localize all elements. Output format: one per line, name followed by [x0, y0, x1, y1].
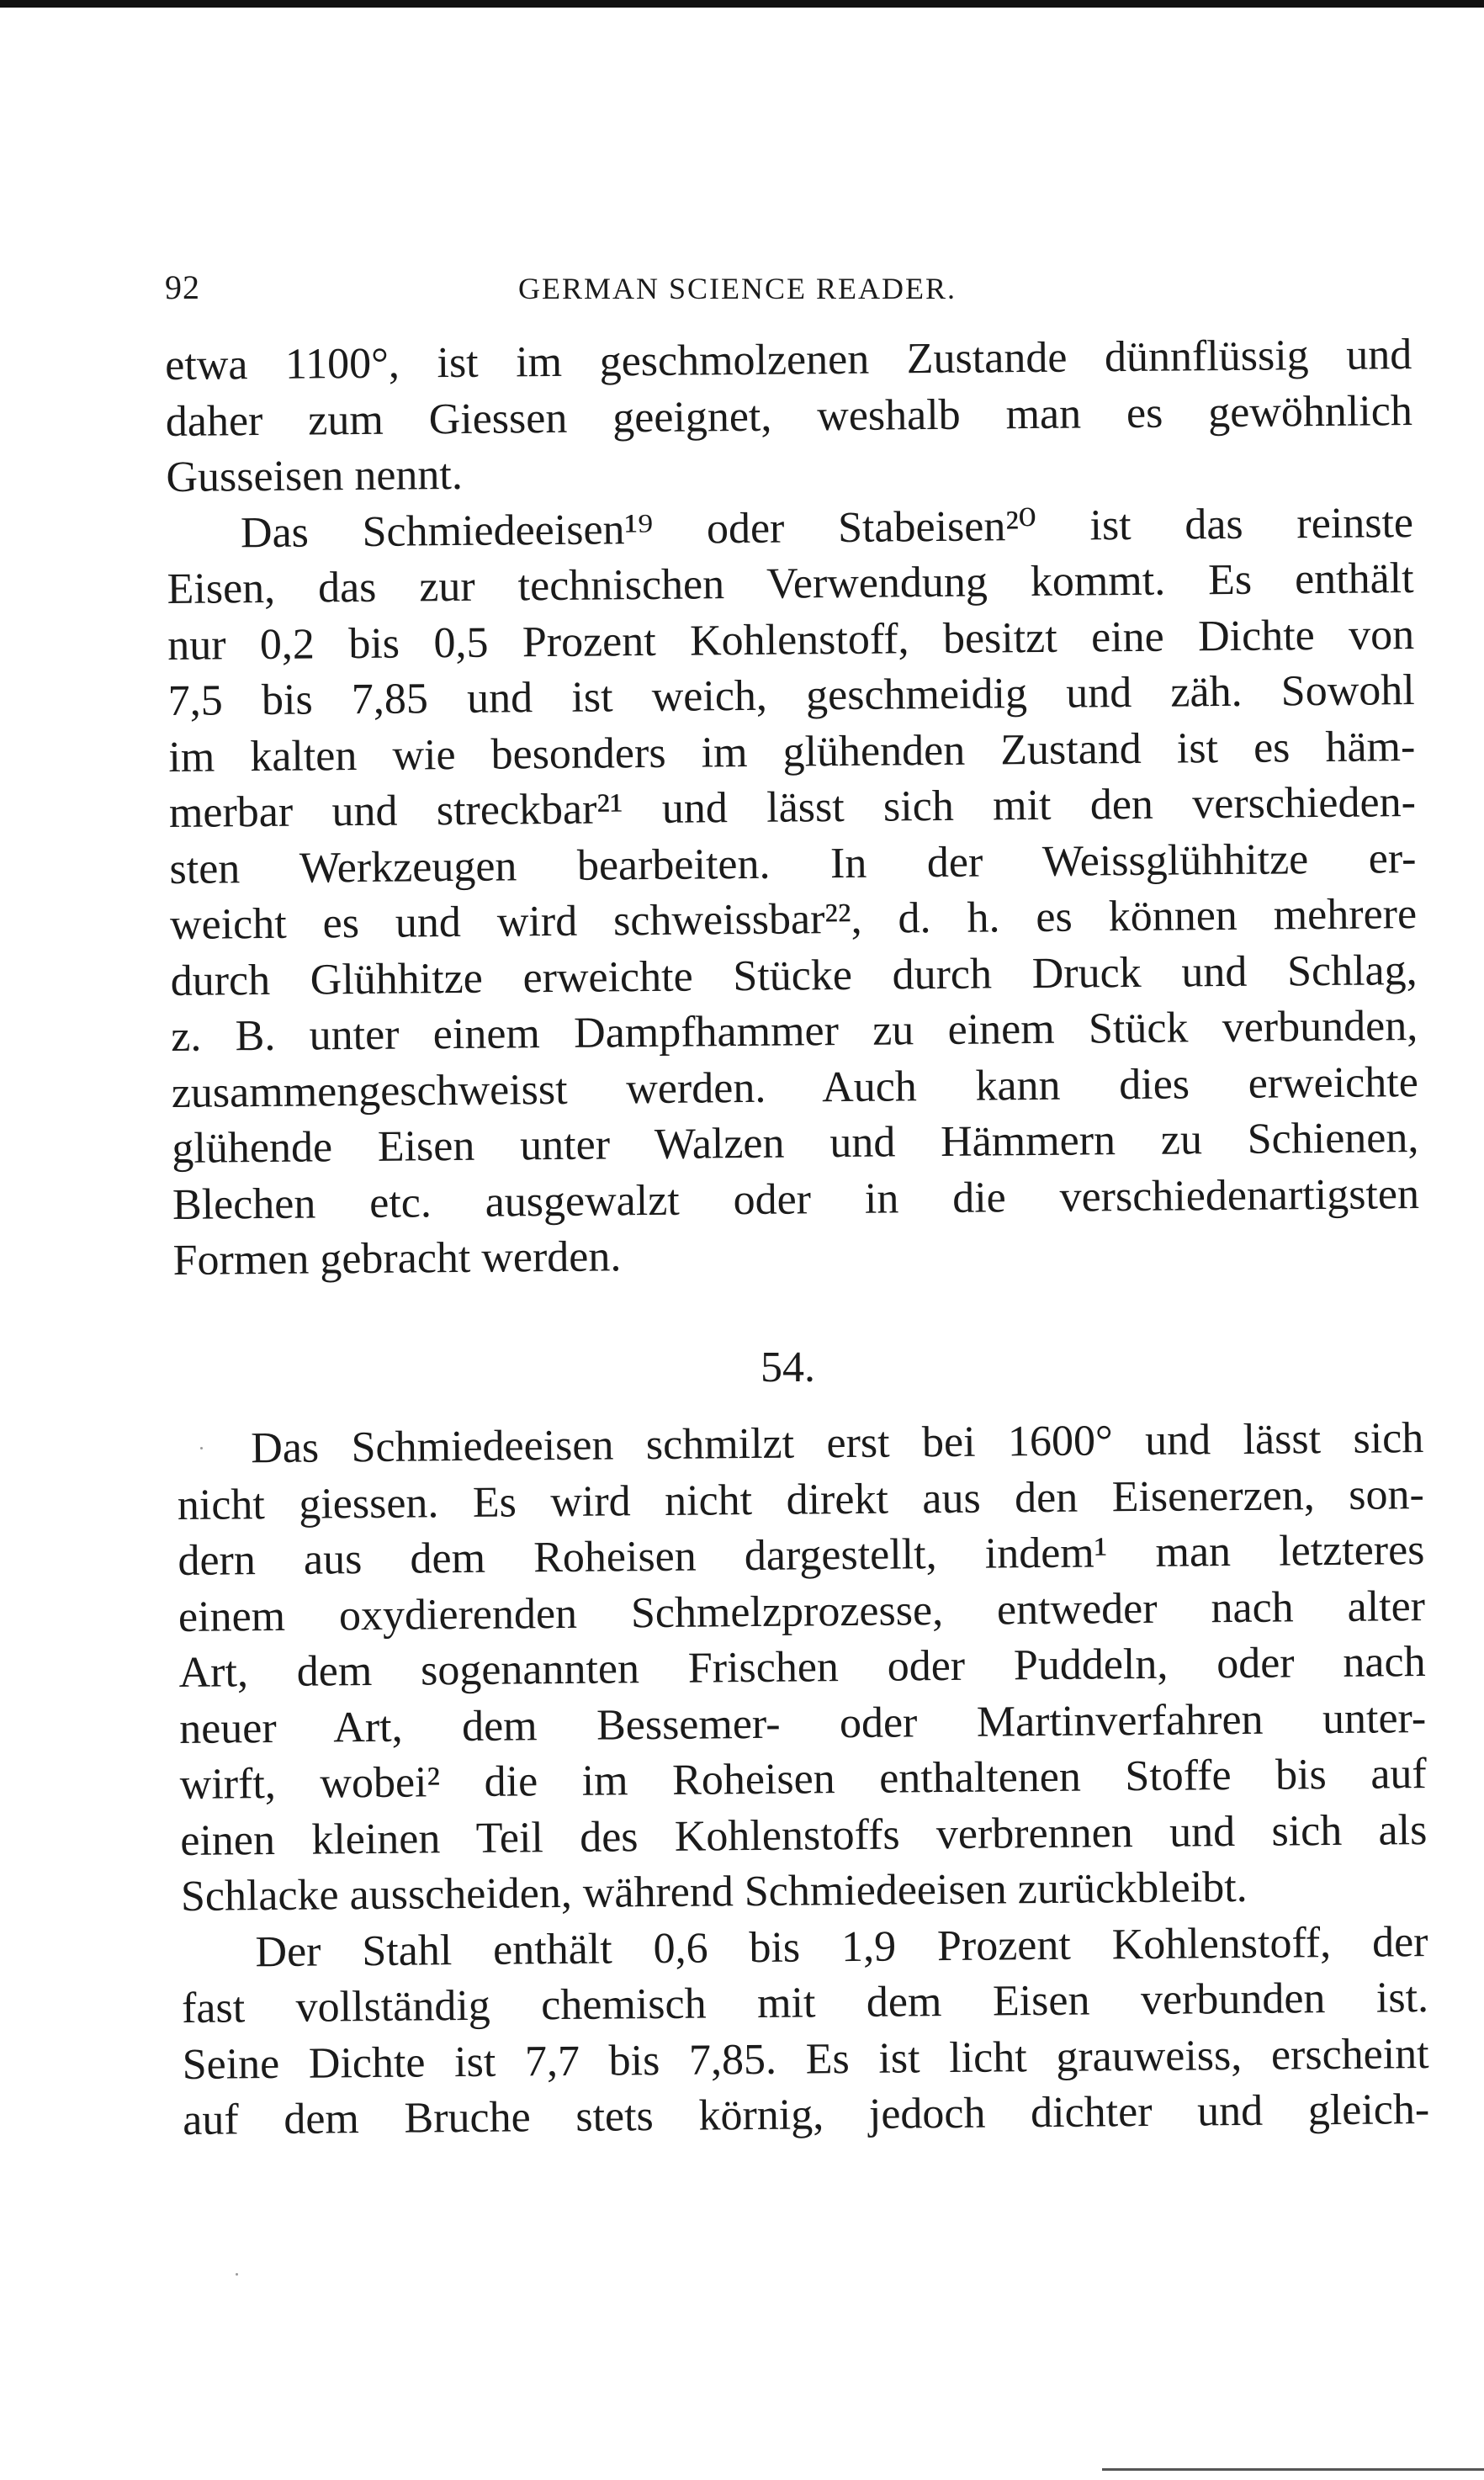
page-header [165, 268, 1326, 318]
page-number: 92 [165, 268, 200, 306]
text-line: fast vollständig chemisch mit dem Eisen verbunden ist. [181, 1974, 1429, 2032]
text-line: einen kleinen Teil des Kohlenstoffs verbrennen und sich als [180, 1805, 1428, 1865]
section-number: 54. [761, 1343, 815, 1391]
running-title: GERMAN SCIENCE READER. [518, 272, 957, 305]
scan-speck [200, 1447, 203, 1449]
text-line: Art, dem sogenannten Frischen oder Puddeln, oder nach [178, 1638, 1426, 1697]
text-line: Schlacke ausscheiden, während Schmiedeeisen zurückbleibt. [180, 1863, 1248, 1921]
text-line: Seine Dichte ist 7,7 bis 7,85. Es ist licht grauweiss, erscheint [182, 2029, 1429, 2089]
text-line: im kalten wie besonders im glühenden Zustand ist es häm- [168, 722, 1416, 782]
text-line: Gusseisen nennt. [166, 450, 464, 501]
paragraph-schmiedeeisen [167, 495, 1420, 1290]
text-line: z. B. unter einem Dampfhammer zu einem Stück verbunden, [170, 1002, 1418, 1061]
text-line: 7,5 bis 7,85 und ist weich, geschmeidig und zäh. Sowohl [167, 666, 1415, 725]
paragraph-continuation [165, 327, 1413, 506]
text-line: Der Stahl enthält 0,6 bis 1,9 Prozent Kohlenstoff, der [255, 1917, 1428, 1976]
text-line: etwa 1100°, ist im geschmolzenen Zustande dünnflüssig und [165, 331, 1412, 389]
text-line: sten Werkzeugen bearbeiten. In der Weissglühhitze er- [169, 834, 1417, 893]
text-line: neuer Art, dem Bessemer- oder Martinverfahren unter- [178, 1693, 1427, 1753]
text-line: Blechen etc. ausgewalzt oder in die verschiedenartigsten [172, 1169, 1420, 1229]
text-line: durch Glühhitze erweichte Stücke durch Druck und Schlag, [170, 946, 1418, 1005]
top-edge-rule [0, 0, 1484, 8]
text-line: auf dem Bruche stets körnig, jedoch dichter und gleich- [182, 2085, 1430, 2144]
text-line: merbar und streckbar²¹ und lässt sich mit den verschieden- [168, 778, 1417, 837]
text-line: Formen gebracht werden. [172, 1232, 622, 1285]
text-line: nur 0,2 bis 0,5 Prozent Kohlenstoff, besitzt eine Dichte von [167, 610, 1415, 670]
text-line: weicht es und wird schweissbar²², d. h. es können mehrere [169, 890, 1418, 949]
text-line: Das Schmiedeeisen schmilzt erst bei 1600° und lässt sich [251, 1414, 1424, 1473]
text-line: glühende Eisen unter Walzen und Hämmern zu Schienen, [172, 1114, 1419, 1173]
text-line: einem oxydierenden Schmelzprozesse, entweder nach alter [178, 1582, 1426, 1641]
paragraph-schmelzpunkt [177, 1411, 1428, 1925]
text-block-bottom [177, 1411, 1429, 2149]
text-line: zusammengeschweisst werden. Auch kann dies erweichte [171, 1057, 1419, 1117]
paragraph-stahl [181, 1915, 1429, 2149]
scan-speck [236, 2273, 238, 2276]
text-line: daher zum Giessen geeignet, weshalb man es gewöhnlich [165, 386, 1413, 446]
text-block-top [165, 327, 1420, 1289]
bottom-edge-rule [1102, 2468, 1484, 2471]
text-line: wirft, wobei² die im Roheisen enthaltenen Stoffe bis auf [179, 1750, 1427, 1809]
text-line: Eisen, das zur technischen Verwendung kommt. Es enthält [167, 554, 1414, 613]
text-line: nicht giessen. Es wird nicht direkt aus den Eisenerzen, son- [177, 1470, 1425, 1529]
text-line: Das Schmiedeeisen¹⁹ oder Stabeisen²⁰ ist das reinste [240, 498, 1414, 557]
text-line: dern aus dem Roheisen dargestellt, indem¹ man letzteres [178, 1526, 1425, 1585]
